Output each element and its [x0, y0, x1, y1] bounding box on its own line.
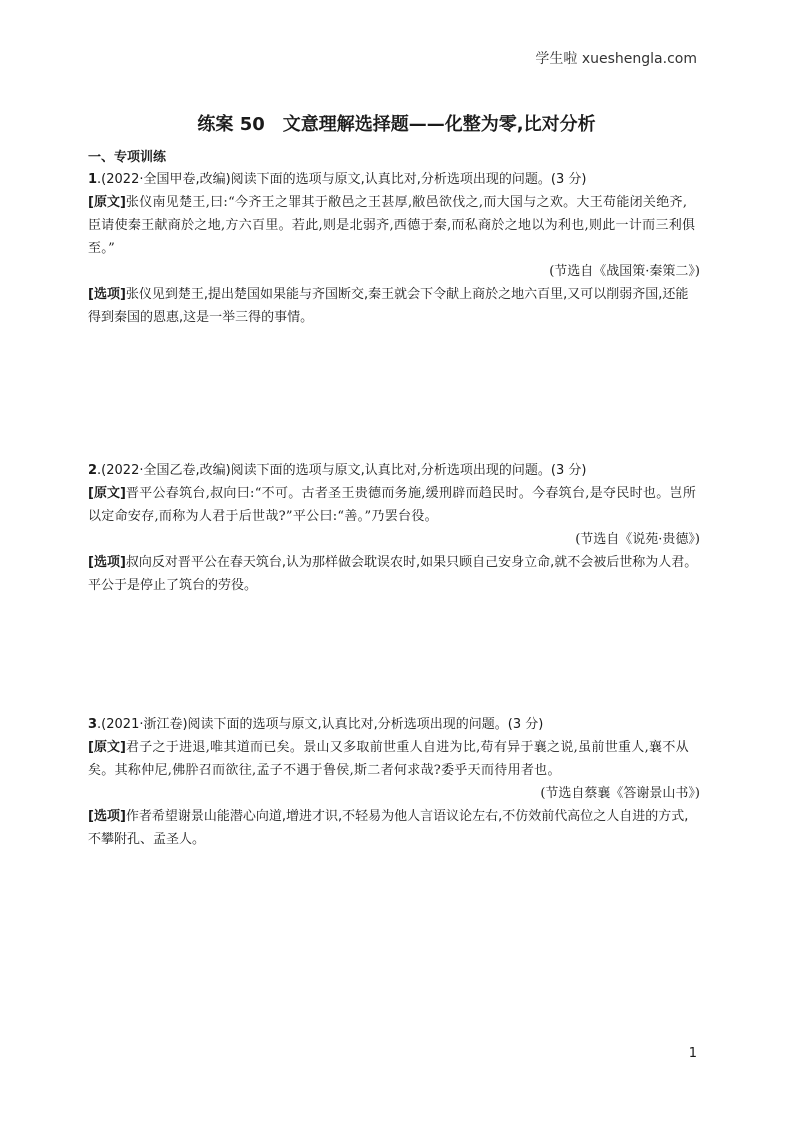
original-tag: [原文] — [88, 195, 126, 210]
question-stem — [88, 168, 700, 191]
question-stem-text: .(2022·全国甲卷,改编)阅读下面的选项与原文,认真比对,分析选项出现的问题。(3 分) — [97, 172, 587, 187]
page-title: 练案 50 文意理解选择题——化整为零,比对分析 — [197, 114, 596, 135]
option-passage — [88, 805, 700, 851]
original-text: 晋平公春筑台,叔向曰:“不可。古者圣王贵德而务施,缓刑辟而趋民时。今春筑台,是夺民时也。岂所以定命安存,而称为人君于后世哉?”平公曰:“善。”乃罢台役。 — [88, 486, 697, 524]
passage-source: (节选自《说苑·贵德》) — [575, 532, 700, 547]
option-passage — [88, 283, 700, 329]
original-passage — [88, 482, 700, 528]
original-tag: [原文] — [88, 486, 126, 501]
question-number: 3 — [88, 717, 98, 732]
original-passage — [88, 736, 700, 782]
original-tag: [原文] — [88, 740, 126, 755]
option-tag: [选项] — [88, 809, 126, 824]
original-text: 君子之于进退,唯其道而已矣。景山又多取前世重人自进为比,苟有异于襄之说,虽前世重人,襄不从矣。其称仲尼,佛肸召而欲往,孟子不遇于鲁侯,斯二者何求哉?委乎天而待用者也。 — [88, 740, 689, 778]
question-number: 2 — [88, 463, 98, 478]
option-passage — [88, 551, 700, 597]
original-text: 张仪南见楚王,曰:“今齐王之罪其于敝邑之王甚厚,敝邑欲伐之,而大国与之欢。大王苟能闭关绝齐,臣请使秦王献商於之地,方六百里。若此,则是北弱齐,西德于秦,而私商於之地以为利也,则此一计而三利俱至。” — [88, 195, 696, 256]
option-tag: [选项] — [88, 555, 126, 570]
question-number: 1 — [88, 172, 98, 187]
question-1 — [88, 168, 700, 329]
page-number: 1 — [688, 1046, 697, 1061]
option-text: 叔向反对晋平公在春天筑台,认为那样做会耽误农时,如果只顾自己安身立命,就不会被后世称为人君。平公于是停止了筑台的劳役。 — [88, 555, 698, 593]
section-heading: 一、专项训练 — [88, 150, 167, 165]
option-tag: [选项] — [88, 287, 126, 302]
site-watermark: 学生啦 xueshengla.com — [535, 51, 697, 67]
option-text: 作者希望谢景山能潜心向道,增进才识,不轻易为他人言语议论左右,不仿效前代高位之人自进的方式,不攀附孔、孟圣人。 — [88, 809, 689, 847]
option-text: 张仪见到楚王,提出楚国如果能与齐国断交,秦王就会下令献上商於之地六百里,又可以削弱齐国,还能得到秦国的恩惠,这是一举三得的事情。 — [88, 287, 689, 325]
passage-source: (节选自蔡襄《答谢景山书》) — [540, 786, 700, 801]
passage-source: (节选自《战国策·秦策二》) — [549, 264, 700, 279]
question-2 — [88, 459, 700, 597]
question-stem — [88, 459, 700, 482]
original-passage — [88, 191, 700, 260]
question-stem-text: .(2022·全国乙卷,改编)阅读下面的选项与原文,认真比对,分析选项出现的问题。(3 分) — [97, 463, 587, 478]
question-3 — [88, 713, 700, 851]
question-stem-text: .(2021·浙江卷)阅读下面的选项与原文,认真比对,分析选项出现的问题。(3 分) — [97, 717, 544, 732]
question-stem — [88, 713, 700, 736]
